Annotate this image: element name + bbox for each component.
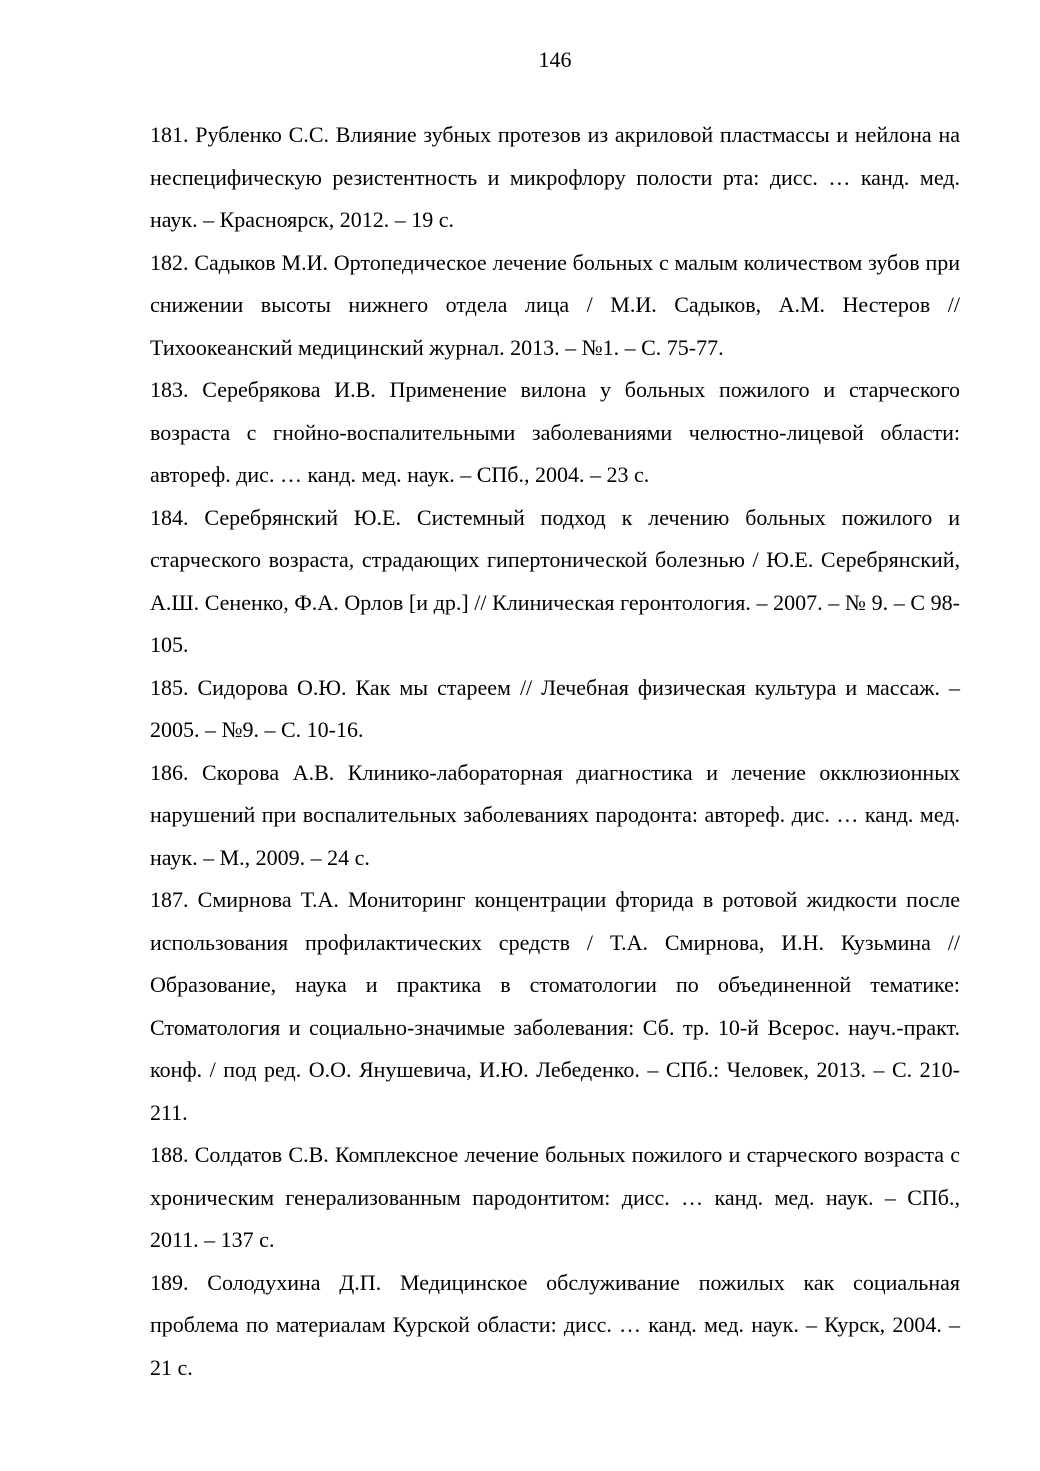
- reference-list: [150, 114, 960, 1389]
- reference-entry-189: 189. Солодухина Д.П. Медицинское обслуживание пожилых как социальная проблема по материалам Курской области: дисс. … канд. мед. наук. – Курск, 2004. – 21 с.: [150, 1269, 960, 1380]
- page-number: 146: [538, 47, 572, 72]
- reference-entry-181: 181. Рубленко С.С. Влияние зубных протезов из акриловой пластмассы и нейлона на неспецифическую резистентность и микрофлору полости рта: дисс. … канд. мед. наук. – Красноярск, 2012. – 19 с.: [150, 122, 960, 232]
- reference-entry-188: 188. Солдатов С.В. Комплексное лечение больных пожилого и старческого возраста с хроническим генерализованным пародонтитом: дисс. … канд. мед. наук. – СПб., 2011. – 137 с.: [150, 1142, 960, 1252]
- reference-entry-187: 187. Смирнова Т.А. Мониторинг концентрации фторида в ротовой жидкости после использования профилактических средств / Т.А. Смирнова, И.Н. Кузьмина // Образование, наука и практика в стоматологии по объединенной тематике: Стоматология и социально-значимые заболевания: Сб. тр. 10-й Всерос. науч.-практ. конф. / под ред. О.О. Янушевича, И.Ю. Лебеденко. – СПб.: Человек, 2013. – С. 210-211.: [150, 887, 960, 1125]
- reference-entry-186: 186. Скорова А.В. Клинико-лабораторная диагностика и лечение окклюзионных нарушений при воспалительных заболеваниях пародонта: автореф. дис. … канд. мед. наук. – М., 2009. – 24 с.: [150, 759, 960, 870]
- reference-entry-185: 185. Сидорова О.Ю. Как мы стареем // Лечебная физическая культура и массаж. – 2005. – №9. – С. 10-16.: [150, 674, 960, 742]
- reference-entry-183: 183. Серебрякова И.В. Применение вилона у больных пожилого и старческого возраста с гнойно-воспалительными заболеваниями челюстно-лицевой области: автореф. дис. … канд. мед. наук. – СПб., 2004. – 23 с.: [150, 377, 960, 487]
- reference-entry-182: 182. Садыков М.И. Ортопедическое лечение больных с малым количеством зубов при снижении высоты нижнего отдела лица / М.И. Садыков, А.М. Нестеров // Тихоокеанский медицинский журнал. 2013. – №1. – С. 75-77.: [150, 249, 960, 360]
- reference-entry-184: 184. Серебрянский Ю.Е. Системный подход к лечению больных пожилого и старческого возраста, страдающих гипертонической болезнью / Ю.Е. Серебрянский, А.Ш. Сененко, Ф.А. Орлов [и др.] // Клиническая геронтология. – 2007. – № 9. – С 98-105.: [150, 504, 960, 657]
